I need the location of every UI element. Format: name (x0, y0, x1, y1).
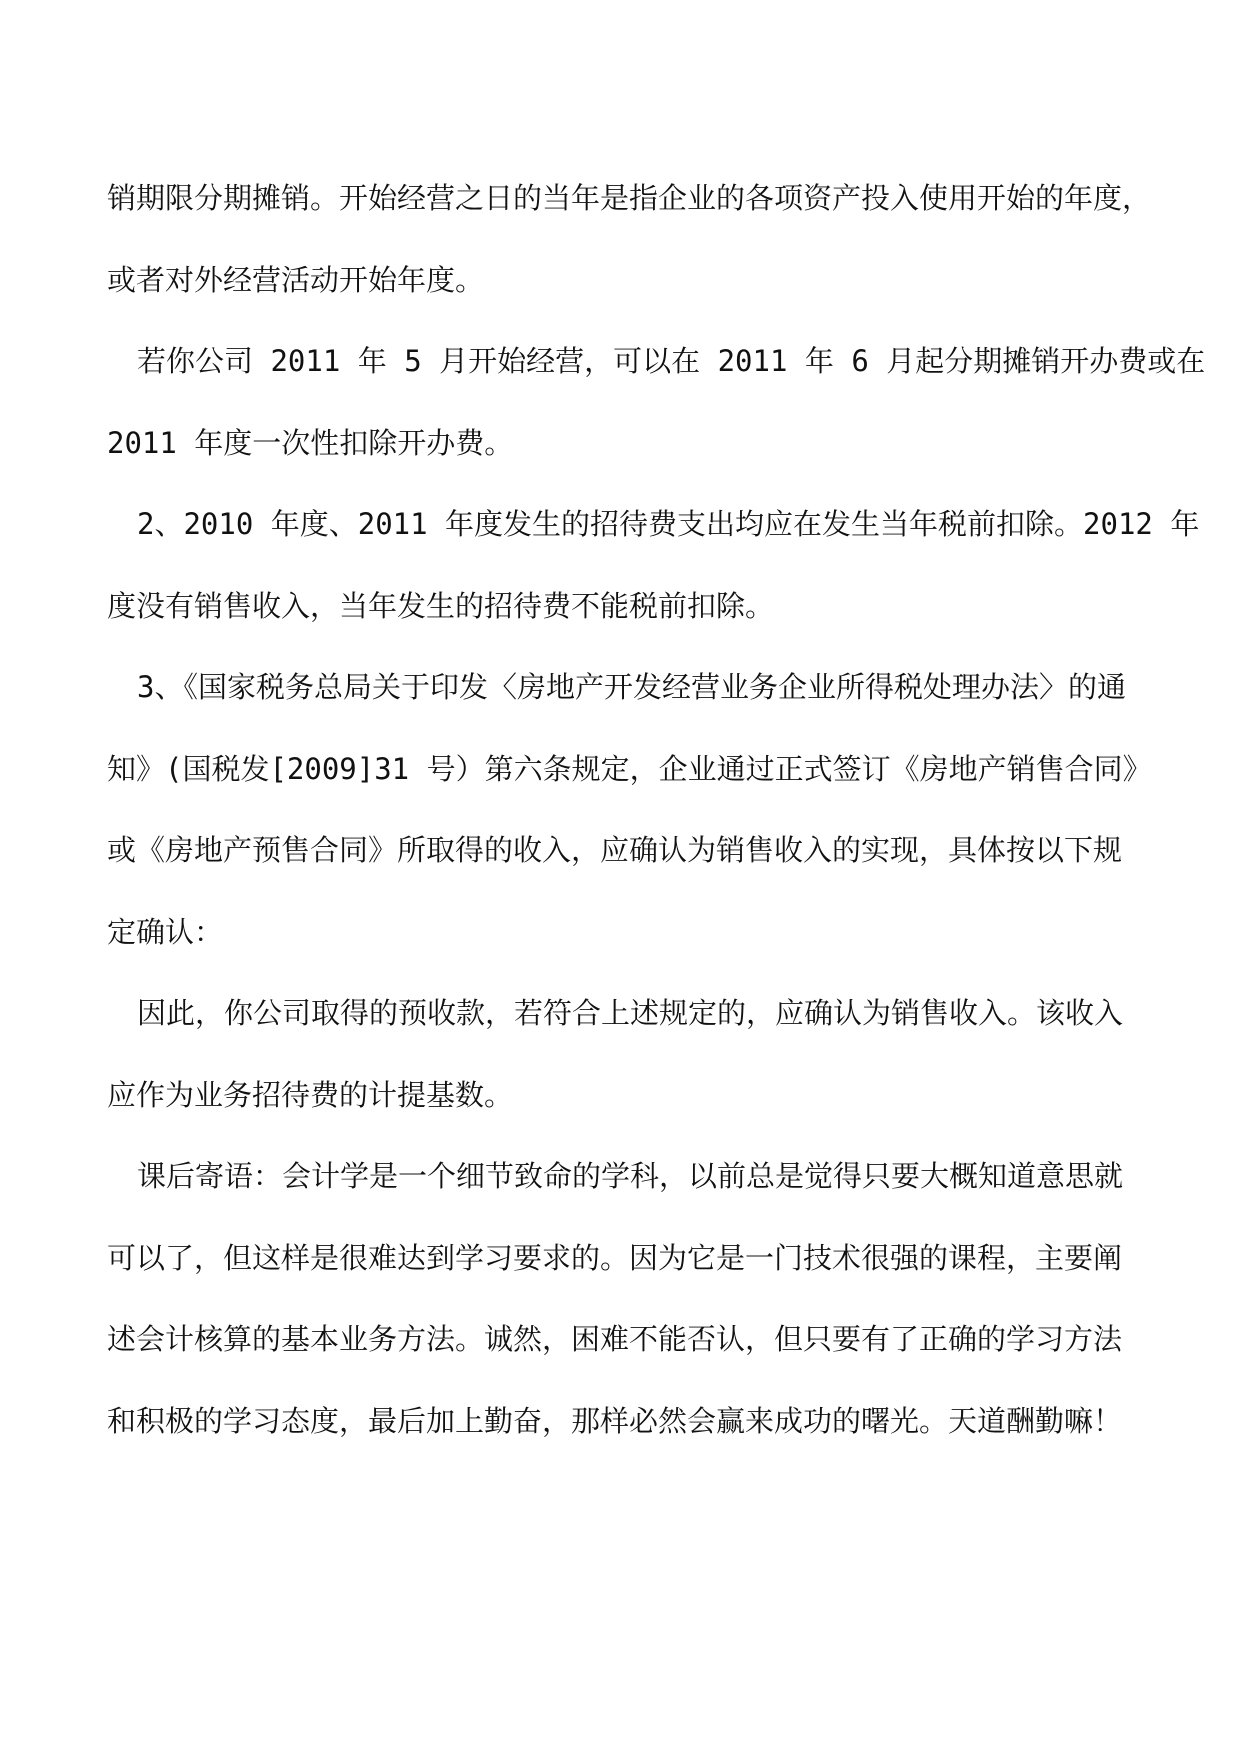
text-line: 若你公司 2011 年 5 月开始经营，可以在 2011 年 6 月起分期摊销开办费或在 (137, 344, 1206, 378)
text-line: 和积极的学习态度，最后加上勤奋，那样必然会赢来成功的曙光。天道酬勤嘛！ (107, 1403, 1123, 1438)
document-body (107, 158, 1206, 1462)
text-line: 度没有销售收入，当年发生的招待费不能税前扣除。 (107, 588, 775, 623)
text-line: 可以了，但这样是很难达到学习要求的。因为它是一门技术很强的课程，主要阐 (107, 1240, 1123, 1275)
paragraph-2011-operation (107, 321, 1206, 484)
text-line: 因此，你公司取得的预收款，若符合上述规定的，应确认为销售收入。该收入 (137, 996, 1124, 1030)
text-line: 销期限分期摊销。开始经营之日的当年是指企业的各项资产投入使用开始的年度， (107, 181, 1152, 215)
paragraph-conclusion (107, 973, 1147, 1136)
text-line: 知》(国税发[2009]31 号）第六条规定，企业通过正式签订《房地产销售合同》 (107, 751, 1152, 786)
paragraph-item-3 (107, 647, 1152, 973)
text-line: 定确认： (107, 914, 224, 949)
text-line: 3、《国家税务总局关于印发〈房地产开发经营业务企业所得税处理办法〉的通 (137, 670, 1126, 704)
text-line: 述会计核算的基本业务方法。诚然，困难不能否认，但只要有了正确的学习方法 (107, 1322, 1123, 1356)
text-line: 或者对外经营活动开始年度。 (107, 262, 485, 297)
paragraph-item-2 (107, 484, 1200, 647)
text-line: 应作为业务招待费的计提基数。 (107, 1077, 514, 1112)
paragraph-afterword (107, 1136, 1147, 1462)
text-line: 或《房地产预售合同》所取得的收入，应确认为销售收入的实现，具体按以下规 (107, 833, 1123, 867)
text-line: 2011 年度一次性扣除开办费。 (107, 425, 514, 460)
text-line: 课后寄语：会计学是一个细节致命的学科，以前总是觉得只要大概知道意思就 (137, 1159, 1124, 1193)
paragraph-amortization (107, 158, 1152, 321)
text-line: 2、2010 年度、2011 年度发生的招待费支出均应在发生当年税前扣除。2012 年 (137, 507, 1200, 541)
